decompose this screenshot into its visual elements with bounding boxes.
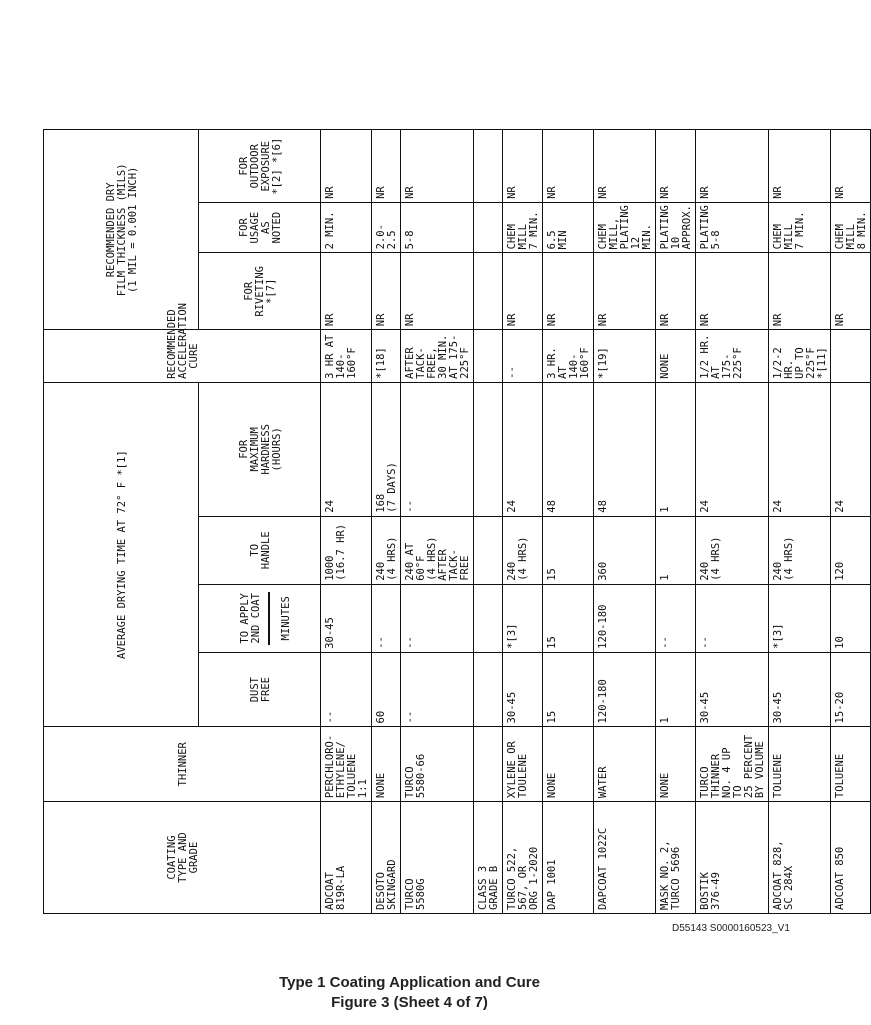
cell-outdoor: NR bbox=[372, 130, 401, 202]
cell-outdoor: NR bbox=[769, 130, 831, 202]
cell-coating: CLASS 3 GRADE B bbox=[474, 802, 503, 914]
cell-thinner: WATER bbox=[594, 727, 656, 802]
cell-coating: ADCOAT 828, SC 284X bbox=[769, 802, 831, 914]
table-row bbox=[401, 25, 474, 914]
cell-outdoor: NR bbox=[831, 130, 871, 202]
cell-outdoor: NR bbox=[503, 130, 543, 202]
cell-max-hardness: 24 bbox=[696, 382, 769, 516]
cell-thinner: PERCHLORO- ETHYLENE/ TOLUENE 1:1 bbox=[321, 727, 372, 802]
table-row bbox=[321, 25, 372, 914]
header-drying-group: AVERAGE DRYING TIME AT 72° F *[1] bbox=[44, 382, 199, 727]
cell-riveting: NR bbox=[594, 253, 656, 330]
cell-riveting: NR bbox=[696, 253, 769, 330]
cell-thinner: TOLUENE bbox=[831, 727, 871, 802]
cell-to-handle: 240 (4 HRS) bbox=[769, 516, 831, 584]
cell-coating: ADCOAT 850 bbox=[831, 802, 871, 914]
cell-usage: CHEM MILL 7 MIN. bbox=[769, 202, 831, 252]
cell-riveting: NR bbox=[321, 253, 372, 330]
table-row bbox=[543, 25, 594, 914]
cell-apply-2nd: 120-180 bbox=[594, 584, 656, 652]
cell-apply-2nd: -- bbox=[372, 584, 401, 652]
cell-outdoor: NR bbox=[321, 130, 372, 202]
cell-thinner: TURCO THINNER NO. 4 UP TO 25 PERCENT BY VOLUME bbox=[696, 727, 769, 802]
cell-accel-cure: -- bbox=[503, 330, 543, 383]
cell-accel-cure: 3 HR AT 140-160°F bbox=[321, 330, 372, 383]
header-minutes: MINUTES bbox=[280, 596, 292, 641]
cell-to-handle bbox=[474, 516, 503, 584]
cell-outdoor: NR bbox=[594, 130, 656, 202]
cell-accel-cure: 1/2 HR. AT 175-225°F bbox=[696, 330, 769, 383]
cell-dust-free: -- bbox=[401, 652, 474, 727]
cell-usage: CHEM MILL 8 MIN. bbox=[831, 202, 871, 252]
header-max-hardness: FOR MAXIMUM HARDNESS (HOURS) bbox=[199, 382, 321, 516]
cell-max-hardness: -- bbox=[401, 382, 474, 516]
cell-dust-free: 60 bbox=[372, 652, 401, 727]
cell-apply-2nd: -- bbox=[696, 584, 769, 652]
cell-max-hardness: 48 bbox=[543, 382, 594, 516]
header-outdoor: FOR OUTDOOR EXPOSURE *[2] *[6] bbox=[199, 130, 321, 202]
cell-to-handle: 1000 (16.7 HR) bbox=[321, 516, 372, 584]
cell-max-hardness: 168 (7 DAYS) bbox=[372, 382, 401, 516]
cell-apply-2nd: -- bbox=[656, 584, 696, 652]
cell-dust-free: 30-45 bbox=[769, 652, 831, 727]
caption-title: Type 1 Coating Application and Cure bbox=[279, 974, 540, 991]
cell-accel-cure: 1/2-2 HR. UP TO 225°F *[11] bbox=[769, 330, 831, 383]
cell-to-handle: 15 bbox=[543, 516, 594, 584]
cell-dust-free: 30-45 bbox=[696, 652, 769, 727]
cell-outdoor: NR bbox=[696, 130, 769, 202]
header-to-handle: TO HANDLE bbox=[199, 516, 321, 584]
header-apply-2nd bbox=[199, 584, 321, 652]
cell-riveting: NR bbox=[656, 253, 696, 330]
coating-table bbox=[43, 24, 871, 914]
cell-accel-cure: AFTER TACK- FREE, 30 MIN. AT 175-225°F bbox=[401, 330, 474, 383]
cell-max-hardness: 24 bbox=[503, 382, 543, 516]
cell-usage: 2.0-2.5 bbox=[372, 202, 401, 252]
cell-apply-2nd: 10 bbox=[831, 584, 871, 652]
header-usage: FOR USAGE AS NOTED bbox=[199, 202, 321, 252]
table-row bbox=[769, 25, 831, 914]
cell-coating: DESOTO SKINGARD bbox=[372, 802, 401, 914]
cell-accel-cure: NONE bbox=[656, 330, 696, 383]
cell-apply-2nd: *[3] bbox=[503, 584, 543, 652]
cell-apply-2nd bbox=[474, 584, 503, 652]
cell-outdoor: NR bbox=[656, 130, 696, 202]
cell-dust-free: 30-45 bbox=[503, 652, 543, 727]
cell-apply-2nd: -- bbox=[401, 584, 474, 652]
cell-apply-2nd: *[3] bbox=[769, 584, 831, 652]
cell-riveting bbox=[474, 253, 503, 330]
cell-to-handle: 1 bbox=[656, 516, 696, 584]
cell-max-hardness: 1 bbox=[656, 382, 696, 516]
cell-thinner: TOLUENE bbox=[769, 727, 831, 802]
cell-to-handle: 120 bbox=[831, 516, 871, 584]
cell-usage: 2 MIN. bbox=[321, 202, 372, 252]
cell-riveting: NR bbox=[401, 253, 474, 330]
cell-thinner bbox=[474, 727, 503, 802]
cell-dust-free: 15-20 bbox=[831, 652, 871, 727]
cell-usage: PLATING 10 APPROX. bbox=[656, 202, 696, 252]
cell-accel-cure bbox=[474, 330, 503, 383]
header-riveting: FOR RIVETING *[7] bbox=[199, 253, 321, 330]
cell-to-handle: 360 bbox=[594, 516, 656, 584]
cell-outdoor: NR bbox=[543, 130, 594, 202]
cell-accel-cure: *[18] bbox=[372, 330, 401, 383]
cell-riveting: NR bbox=[769, 253, 831, 330]
cell-coating: TURCO 5580G bbox=[401, 802, 474, 914]
cell-accel-cure: *[19] bbox=[594, 330, 656, 383]
header-accel-cure: RECOMMENDED ACCELERATION CURE bbox=[44, 330, 321, 383]
cell-coating: DAP 1001 bbox=[543, 802, 594, 914]
cell-accel-cure bbox=[831, 330, 871, 383]
header-film-group: RECOMMENDED DRY FILM THICKNESS (MILS) (1 MIL = 0.001 INCH) bbox=[44, 130, 199, 330]
table-row bbox=[372, 25, 401, 914]
table-row bbox=[831, 25, 871, 914]
cell-apply-2nd: 15 bbox=[543, 584, 594, 652]
cell-usage: PLATING 5-8 bbox=[696, 202, 769, 252]
cell-to-handle: 240 (4 HRS) bbox=[372, 516, 401, 584]
cell-dust-free: 120-180 bbox=[594, 652, 656, 727]
cell-max-hardness: 48 bbox=[594, 382, 656, 516]
cell-max-hardness: 24 bbox=[321, 382, 372, 516]
table-row bbox=[594, 25, 656, 914]
cell-riveting: NR bbox=[543, 253, 594, 330]
cell-dust-free bbox=[474, 652, 503, 727]
cell-to-handle: 240 (4 HRS) bbox=[503, 516, 543, 584]
table-body bbox=[321, 25, 871, 914]
cell-dust-free: 1 bbox=[656, 652, 696, 727]
header-thinner: THINNER bbox=[44, 727, 321, 802]
cell-accel-cure: 3 HR. AT 140-160°F bbox=[543, 330, 594, 383]
cell-outdoor bbox=[474, 130, 503, 202]
cell-usage: 5-8 bbox=[401, 202, 474, 252]
cell-riveting: NR bbox=[831, 253, 871, 330]
cell-thinner: NONE bbox=[656, 727, 696, 802]
cell-usage: CHEM MILL 7 MIN. bbox=[503, 202, 543, 252]
cell-dust-free: -- bbox=[321, 652, 372, 727]
cell-coating: DAPCOAT 1022C bbox=[594, 802, 656, 914]
cell-max-hardness bbox=[474, 382, 503, 516]
header-dust-free: DUST FREE bbox=[199, 652, 321, 727]
cell-dust-free: 15 bbox=[543, 652, 594, 727]
table-row bbox=[656, 25, 696, 914]
cell-apply-2nd: 30-45 bbox=[321, 584, 372, 652]
cell-coating: BOSTIK 376-49 bbox=[696, 802, 769, 914]
coating-table-rotated bbox=[43, 24, 868, 914]
cell-to-handle: 240 AT 60°F (4 HRS) AFTER TACK- FREE bbox=[401, 516, 474, 584]
table-row bbox=[503, 25, 543, 914]
header-coating: COATING TYPE AND GRADE bbox=[44, 802, 321, 914]
cell-thinner: NONE bbox=[372, 727, 401, 802]
document-id: D55143 S0000160523_V1 bbox=[672, 923, 790, 934]
cell-max-hardness: 24 bbox=[769, 382, 831, 516]
cell-coating: MASK NO. 2, TURCO 5696 bbox=[656, 802, 696, 914]
cell-thinner: TURCO 5580-66 bbox=[401, 727, 474, 802]
cell-riveting: NR bbox=[503, 253, 543, 330]
cell-usage bbox=[474, 202, 503, 252]
cell-max-hardness: 24 bbox=[831, 382, 871, 516]
cell-thinner: NONE bbox=[543, 727, 594, 802]
cell-coating: ADCOAT 819R-LA bbox=[321, 802, 372, 914]
minutes-arrow bbox=[268, 592, 270, 645]
cell-to-handle: 240 (4 HRS) bbox=[696, 516, 769, 584]
cell-usage: 6.5 MIN bbox=[543, 202, 594, 252]
cell-outdoor: NR bbox=[401, 130, 474, 202]
cell-usage: CHEM MILL, PLATING 12 MIN. bbox=[594, 202, 656, 252]
caption-figure: Figure 3 (Sheet 4 of 7) bbox=[331, 994, 488, 1011]
cell-coating: TURCO 522, 567, OR ORG 1-2020 bbox=[503, 802, 543, 914]
table-row bbox=[696, 25, 769, 914]
cell-thinner: XYLENE OR TOULENE bbox=[503, 727, 543, 802]
header-apply-2nd-label: TO APPLY 2ND COAT bbox=[239, 593, 262, 644]
cell-riveting: NR bbox=[372, 253, 401, 330]
table-row bbox=[474, 25, 503, 914]
